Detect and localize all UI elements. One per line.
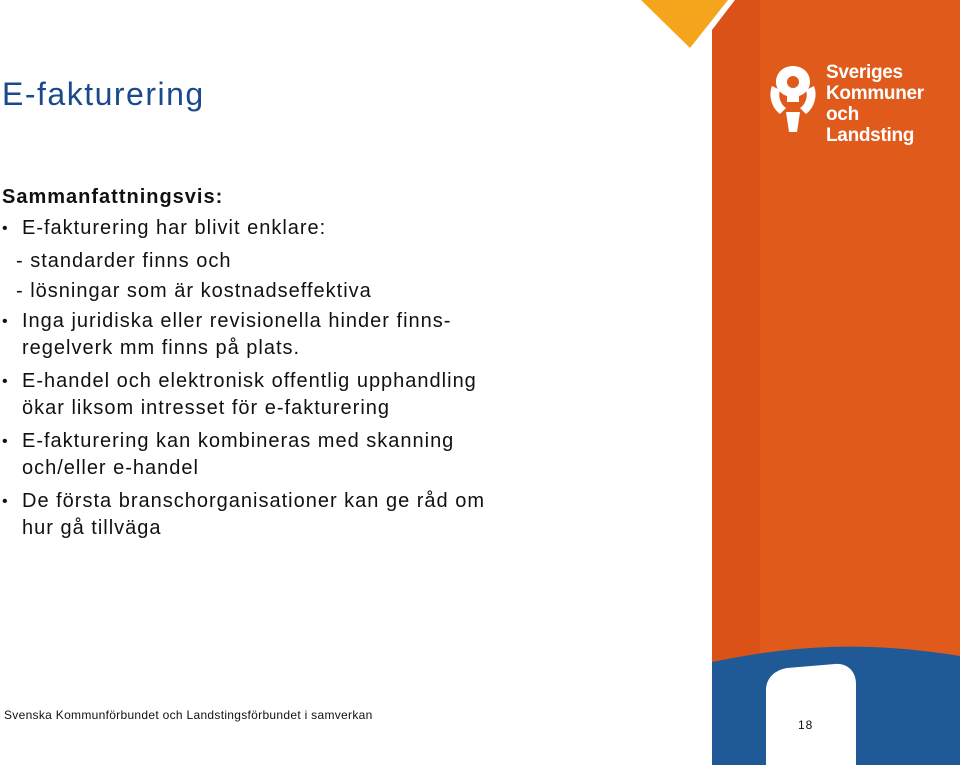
bullet-item: • Inga juridiska eller revisionella hinder finns- regelverk mm finns på plats. [2, 308, 592, 362]
logo-line-3: och Landsting [826, 104, 915, 146]
slide-title: E-fakturering [2, 76, 205, 112]
footer-text: Svenska Kommunförbundet och Landstingsförbundet i samverkan [4, 708, 373, 722]
dash-item: - lösningar som är kostnadseffektiva [16, 280, 372, 302]
logo-wordmark [826, 62, 946, 146]
logo-line-1: Sveriges [826, 62, 903, 83]
orange-dark-band [712, 0, 760, 690]
summary-heading: Sammanfattningsvis: [2, 186, 224, 208]
bullet-item: • E-fakturering kan kombineras med skanning och/eller e-handel [2, 428, 592, 482]
bullet-item: • De första branschorganisationer kan ge råd om hur gå tillväga [2, 488, 592, 542]
dash-item: - standarder finns och [16, 250, 232, 272]
bullet-item: • E-handel och elektronisk offentlig upphandling ökar liksom intresset för e-fakturering [2, 368, 592, 422]
organization-logo [766, 62, 946, 146]
summary-list [2, 215, 592, 542]
white-tab [766, 664, 856, 765]
page-number: 18 [798, 718, 814, 732]
logo-line-2: Kommuner [826, 83, 924, 104]
bullet-item: • E-fakturering har blivit enklare: [2, 215, 592, 242]
slide-content [2, 185, 592, 548]
logo-mark-icon [766, 62, 820, 134]
